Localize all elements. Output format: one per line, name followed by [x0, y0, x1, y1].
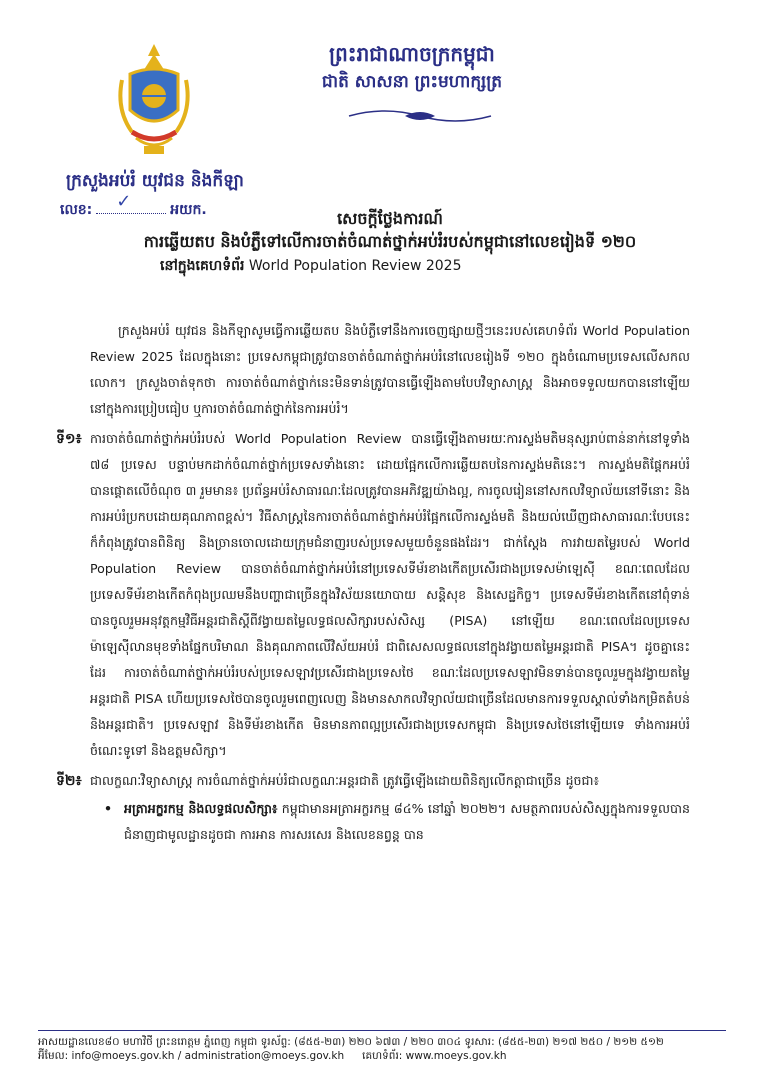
website-prefix: នៅក្នុងគេហទំព័រ [160, 258, 245, 274]
kingdom-header [262, 40, 562, 94]
national-motto: ជាតិ សាសនា ព្រះមហាក្សត្រ [321, 72, 503, 92]
bullet-literacy-label: អត្រាអក្ខរកម្ម និងលទ្ធផលសិក្សា៖ [124, 801, 278, 816]
checkmark-icon: ✓ [116, 191, 132, 212]
footer-website[interactable]: www.moeys.gov.kh [405, 1050, 507, 1062]
bullet-literacy-text: កម្ពុជាមានអត្រាអក្ខរកម្ម ៨៤% នៅឆ្នាំ ២០២២។ សមត្ថភាពរបស់សិស្សក្នុងការទទួលបានជំនាញជាមូលដ្ឋានដូចជា ការអាន ការសរសេរ និងលេខនព្វន្ត បាន [124, 801, 690, 842]
point-2-number: ទី២៖ [56, 773, 82, 789]
statement-heading: សេចក្តីថ្លែងការណ៍ [337, 209, 443, 228]
point-1-text: ការចាត់ចំណាត់ថ្នាក់អប់រំរបស់ World Population Review បានធ្វើឡើងតាមរយៈការស្ទង់មតិមនុស្សរាប់ពាន់នាក់នៅទូទាំង ៧៨ ប្រទេស បន្ទាប់មកដាក់ចំណាត់ថ្នាក់ប្រទេសទាំងនោះ ដោយផ្អែកលើការឆ្លើយតបនៃការស្ទង់មតិនេះ។ ការស្ទង់មតិផ្តែកអប់រំបានផ្តោតលើចំណុច ៣ រួមមាន៖ ប្រព័ន្ធអប់រំសាធារណៈដែលត្រូវបានអភិវឌ្ឍយ៉ាងល្អ, ការចូលរៀននៅសកលវិទ្យាល័យនៅទីនោះ និងការអប់រំប្រកបដោយគុណភាពខ្ពស់។ វិធីសាស្ត្រនៃការចាត់ចំណាត់ថ្នាក់អប់រំផ្អែកលើការស្ទង់មតិ និងយល់ឃើញជាសាធារណៈបែបនេះ ក៏កំពុងត្រូវបានពិនិត្យ និងច្រានចោលដោយក្រុមជំនាញរបស់ប្រទេសមួយចំនួនផងដែរ។ ជាក់ស្តែង ការវាយតម្លៃរបស់ World Population Review បានចាត់ចំណាត់ថ្នាក់អប់រំនៅប្រទេសទីម័រខាងកើតប្រសើរជាងប្រទេសម៉ាឡេស៊ី ខណៈពេលដែលប្រទេសទីម័រខាងកើតកំពុងប្រឈមនឹងបញ្ហាជាច្រើនក្នុងវិស័យនយោបាយ សន្តិសុខ និងសេដ្ឋកិច្ច។ ប្រទេសទីម័រខាងកើតនៅពុំទាន់បានចូលរួមអនុវត្តកម្មវិធីអន្តរជាតិស្តីពីវង្វាយតម្លៃលទ្ធផលសិក្សារបស់សិស្ស (PISA) នៅឡើយ ខណៈពេលដែលប្រទេសម៉ាឡេស៊ីលានមុខទាំងផ្នែកបរិមាណ និងគុណភាពលើវិស័យអប់រំ ជាពិសេសលទ្ធផលនៅក្នុងវង្វាយតម្លៃអន្តរជាតិ PISA។ ដូចគ្នានេះដែរ ការចាត់ចំណាត់ថ្នាក់អប់រំរបស់ប្រទេសឡាវប្រសើរជាងប្រទេសថៃ ខណៈដែលប្រទេសឡាវមិនទាន់បានចូលរួមក្នុងវង្វាយតម្លៃអន្តរជាតិ PISA ហើយប្រទេសថៃបានចូលរួមពេញលេញ និងមានសាកលវិទ្យាល័យជាច្រើនដែលមានការទទួលស្គាល់ទាំងកម្រិតតំបន់ និងអន្តរជាតិ។ ប្រទេសឡាវ និងទីម័រខាងកើត មិនមានភាពល្អប្រសើរជាងប្រទេសកម្ពុជា និងប្រទេសថៃនៅឡើយទេ ទាំងការអប់រំចំណេះទូទៅ និងឧត្តមសិក្សា។ [90, 431, 690, 758]
document-title [90, 208, 690, 278]
letterhead-footer [38, 1030, 726, 1063]
footer-email[interactable]: info@moeys.gov.kh / administration@moeys.gov.kh [71, 1050, 345, 1062]
bullet-literacy [90, 796, 690, 848]
point-2 [56, 768, 690, 794]
email-label: អ៊ីមែល: [38, 1050, 69, 1062]
point-2-text: ជាលក្ខណៈវិទ្យាសាស្ត្រ ការចំណាត់ថ្នាក់អប់រំជាលក្ខណៈអន្តរជាតិ ត្រូវធ្វើឡើងដោយពិនិត្យលើកត្តាជាច្រើន ដូចជា៖ [90, 773, 599, 788]
kingdom-title: ព្រះរាជាណាចក្រកម្ពុជា [329, 42, 495, 66]
website-label: គេហទំព័រ: [362, 1050, 403, 1062]
footer-address: អាសយដ្ឋានលេខ៨០ មហាវិថី ព្រះនរោត្តម ភ្នំពេញ កម្ពុជា ទូរស័ព្ទ: (៨៥៥-២៣) ២២០ ៦៧៣ / ២២០ ៣០៤ ទូរសារ: (៨៥៥-២៣) ២១៧ ២៥០ / ២១២ ៥១២ [38, 1036, 664, 1048]
website-name: World Population Review 2025 [248, 258, 462, 274]
point-1-number: ទី១៖ [56, 431, 82, 447]
ministry-emblem-icon [112, 40, 196, 158]
bullet-dot-icon: • [104, 801, 113, 816]
ref-label: លេខ: [60, 202, 93, 218]
statement-subject-website [90, 254, 690, 278]
intro-paragraph: ក្រសួងអប់រំ យុវជន និងកីឡាសូមធ្វើការឆ្លើយតប និងបំភ្លឺទៅនឹងការចេញផ្សាយថ្មីៗនេះរបស់គេហទំព័រ World Population Review 2025 ដែលក្នុងនោះ ប្រទេសកម្ពុជាត្រូវបានចាត់ចំណាត់ថ្នាក់អប់រំនៅលេខរៀងទី ១២០ ក្នុងចំណោមប្រទេសលើសកលលោក។ ក្រសួងចាត់ទុកថា ការចាត់ចំណាត់ថ្នាក់នេះមិនទាន់ត្រូវបានធ្វើឡើងតាមបែបវិទ្យាសាស្ត្រ និងអាចទទួលយកបាននៅឡើយ នៅក្នុងការប្រៀបធៀប ឬការចាត់ចំណាត់ថ្នាក់នៃការអប់រំ។ [90, 323, 690, 416]
ref-suffix: អយក. [170, 202, 207, 218]
ministry-name: ក្រសួងអប់រំ យុវជន និងកីឡា [66, 171, 244, 191]
statement-subject: ការឆ្លើយតប និងបំភ្លឺទៅលើការចាត់ចំណាត់ថ្នាក់អប់រំរបស់កម្ពុជានៅលេខរៀងទី ១២០ [143, 232, 637, 251]
flourish-ornament-icon [345, 104, 495, 126]
point-1 [56, 426, 690, 764]
document-body [56, 318, 690, 848]
